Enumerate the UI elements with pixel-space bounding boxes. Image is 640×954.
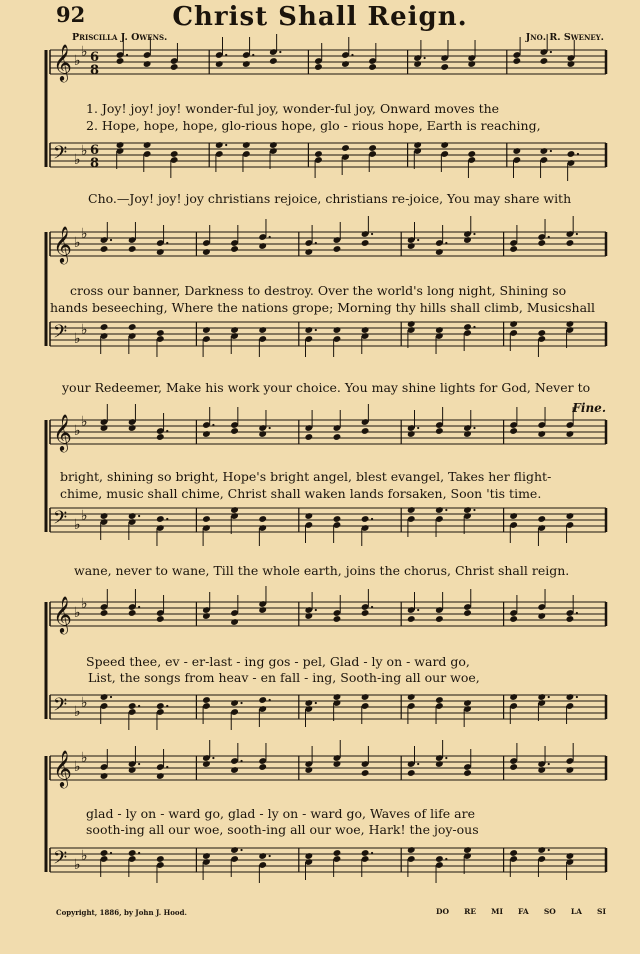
dot bbox=[166, 430, 168, 432]
notehead bbox=[407, 320, 416, 328]
time-signature: 8 bbox=[90, 63, 100, 78]
flat-sign: ♭ bbox=[81, 414, 88, 430]
dot bbox=[371, 518, 373, 520]
chorus-line: wane, never to wane, Till the whole earth, joins the chorus, Christ shall reign. bbox=[74, 563, 570, 578]
notehead bbox=[128, 609, 137, 617]
flat-sign: ♭ bbox=[81, 848, 88, 864]
notehead bbox=[170, 63, 179, 71]
dot bbox=[473, 427, 475, 429]
dot bbox=[473, 326, 475, 328]
notehead bbox=[509, 615, 518, 623]
notehead bbox=[440, 63, 449, 71]
notehead bbox=[156, 515, 165, 523]
lyric-line: 1. Joy! joy! joy! wonder-ful joy, wonder-ful joy, Onward moves the bbox=[86, 101, 500, 116]
notehead bbox=[566, 239, 575, 247]
dot bbox=[371, 233, 373, 235]
notehead bbox=[537, 515, 546, 523]
notehead bbox=[413, 141, 422, 149]
page-number: 92 bbox=[56, 2, 86, 27]
dot bbox=[548, 763, 550, 765]
notehead bbox=[202, 696, 211, 704]
treble-clef: 𝄞 bbox=[53, 749, 72, 787]
notehead bbox=[368, 63, 377, 71]
notehead bbox=[116, 141, 125, 149]
notehead bbox=[258, 852, 267, 860]
notehead bbox=[333, 245, 342, 253]
copyright-notice: Copyright, 1886, by John J. Hood. bbox=[56, 908, 187, 917]
dot bbox=[166, 766, 168, 768]
time-signature: 6 bbox=[90, 50, 100, 65]
dot bbox=[110, 852, 112, 854]
notehead bbox=[407, 693, 416, 701]
notehead bbox=[215, 141, 224, 149]
notehead bbox=[156, 855, 165, 863]
notehead bbox=[368, 144, 377, 152]
dot bbox=[473, 233, 475, 235]
notehead bbox=[128, 424, 137, 432]
dot bbox=[550, 150, 552, 152]
notehead bbox=[258, 242, 267, 250]
notehead bbox=[509, 320, 518, 328]
notehead bbox=[156, 702, 165, 710]
notehead bbox=[202, 430, 211, 438]
dot bbox=[548, 236, 550, 238]
dot bbox=[212, 424, 214, 426]
notehead bbox=[463, 769, 472, 777]
dot bbox=[315, 329, 317, 331]
dot bbox=[269, 236, 271, 238]
notehead bbox=[512, 57, 521, 65]
notehead bbox=[361, 693, 370, 701]
notehead bbox=[463, 430, 472, 438]
notehead bbox=[361, 849, 370, 857]
notehead bbox=[333, 693, 342, 701]
dot bbox=[371, 852, 373, 854]
dot bbox=[576, 696, 578, 698]
notehead bbox=[537, 693, 546, 701]
notehead bbox=[230, 506, 239, 514]
notehead bbox=[361, 609, 370, 617]
notehead bbox=[116, 57, 125, 65]
notehead bbox=[361, 769, 370, 777]
notehead bbox=[333, 433, 342, 441]
notehead bbox=[566, 852, 575, 860]
flat-sign: ♭ bbox=[81, 44, 88, 60]
dot bbox=[315, 702, 317, 704]
dot bbox=[138, 515, 140, 517]
notehead bbox=[304, 852, 313, 860]
notehead bbox=[512, 147, 521, 155]
notehead bbox=[128, 766, 137, 774]
lyric-line: cross our banner, Darkness to destroy. Over the world's long night, Shining so bbox=[70, 283, 567, 298]
solfa-fa: FA bbox=[518, 907, 529, 916]
notehead bbox=[100, 323, 109, 331]
notehead bbox=[537, 430, 546, 438]
dot bbox=[110, 239, 112, 241]
notehead bbox=[258, 430, 267, 438]
notehead bbox=[304, 433, 313, 441]
flat-sign: ♭ bbox=[74, 759, 81, 775]
dot bbox=[417, 427, 419, 429]
fine-marking: Fine. bbox=[572, 401, 606, 415]
notehead bbox=[537, 846, 546, 854]
dot bbox=[166, 705, 168, 707]
notehead bbox=[269, 57, 278, 65]
dot bbox=[225, 54, 227, 56]
flat-sign: ♭ bbox=[81, 322, 88, 338]
notehead bbox=[304, 512, 313, 520]
notehead bbox=[537, 766, 546, 774]
notehead bbox=[156, 329, 165, 337]
notehead bbox=[435, 506, 444, 514]
notehead bbox=[566, 430, 575, 438]
flat-sign: ♭ bbox=[81, 596, 88, 612]
notehead bbox=[143, 60, 152, 68]
notehead bbox=[304, 766, 313, 774]
notehead bbox=[540, 147, 549, 155]
notehead bbox=[202, 852, 211, 860]
notehead bbox=[333, 760, 342, 768]
notehead bbox=[435, 248, 444, 256]
notehead bbox=[413, 60, 422, 68]
notehead bbox=[258, 515, 267, 523]
notehead bbox=[509, 512, 518, 520]
flat-sign: ♭ bbox=[81, 226, 88, 242]
treble-clef: 𝄞 bbox=[53, 225, 72, 263]
notehead bbox=[341, 60, 350, 68]
time-signature: 6 bbox=[90, 143, 100, 158]
notehead bbox=[463, 609, 472, 617]
notehead bbox=[407, 769, 416, 777]
notehead bbox=[202, 760, 211, 768]
notehead bbox=[537, 329, 546, 337]
notehead bbox=[435, 615, 444, 623]
flat-sign: ♭ bbox=[81, 508, 88, 524]
notehead bbox=[509, 849, 518, 857]
notehead bbox=[567, 150, 576, 158]
notehead bbox=[202, 248, 211, 256]
notehead bbox=[230, 326, 239, 334]
dot bbox=[417, 763, 419, 765]
notehead bbox=[156, 433, 165, 441]
hymn-title: Christ Shall Reign. bbox=[172, 2, 468, 32]
bass-clef: 𝄢 bbox=[53, 695, 68, 720]
notehead bbox=[100, 245, 109, 253]
notehead bbox=[230, 618, 239, 626]
solfa-la: LA bbox=[570, 907, 582, 916]
notehead bbox=[156, 615, 165, 623]
notehead bbox=[361, 515, 370, 523]
bass-clef: 𝄢 bbox=[53, 508, 68, 533]
notehead bbox=[304, 699, 313, 707]
notehead bbox=[314, 63, 323, 71]
solfa-re: RE bbox=[464, 907, 477, 916]
dot bbox=[166, 518, 168, 520]
notehead bbox=[128, 512, 137, 520]
notehead bbox=[258, 606, 267, 614]
notehead bbox=[202, 612, 211, 620]
notehead bbox=[566, 693, 575, 701]
notehead bbox=[509, 763, 518, 771]
bass-clef: 𝄢 bbox=[53, 143, 68, 168]
solfa-legend bbox=[436, 907, 606, 916]
flat-sign: ♭ bbox=[74, 517, 81, 533]
notehead bbox=[537, 612, 546, 620]
notehead bbox=[100, 849, 109, 857]
notehead bbox=[304, 248, 313, 256]
notehead bbox=[467, 150, 476, 158]
notehead bbox=[361, 427, 370, 435]
notehead bbox=[435, 427, 444, 435]
time-signature: 8 bbox=[90, 156, 100, 171]
lyric-line: bright, shining so bright, Hope's bright angel, blest evangel, Takes her flight- bbox=[60, 469, 552, 484]
notehead bbox=[100, 772, 109, 780]
dot bbox=[417, 609, 419, 611]
notehead bbox=[435, 855, 444, 863]
notehead bbox=[407, 615, 416, 623]
notehead bbox=[230, 766, 239, 774]
solfa-do: DO bbox=[436, 907, 450, 916]
lyric-line: chime, music shall chime, Christ shall waken lands forsaken, Soon 'tis time. bbox=[60, 486, 542, 501]
chorus-line: Cho.—Joy! joy! joy christians rejoice, christians re-joice, You may share with bbox=[88, 191, 572, 206]
notehead bbox=[407, 506, 416, 514]
solfa-mi: MI bbox=[491, 907, 503, 916]
dot bbox=[550, 51, 552, 53]
flat-sign: ♭ bbox=[74, 53, 81, 69]
notehead bbox=[566, 320, 575, 328]
flat-sign: ♭ bbox=[74, 235, 81, 251]
chorus-line: your Redeemer, Make his work your choice. You may shine lights for God, Never to bbox=[62, 380, 591, 395]
notehead bbox=[333, 849, 342, 857]
notehead bbox=[407, 242, 416, 250]
lyric-line: List, the songs from heav - en fall - ing, Sooth-ing all our woe, bbox=[88, 670, 480, 685]
notehead bbox=[156, 248, 165, 256]
notehead bbox=[566, 512, 575, 520]
notehead bbox=[202, 326, 211, 334]
composer-credit: Jno. R. Sweney. bbox=[525, 32, 604, 43]
dot bbox=[315, 609, 317, 611]
dot bbox=[577, 153, 579, 155]
dot bbox=[166, 242, 168, 244]
lyric-line: glad - ly on - ward go, glad - ly on - ward go, Waves of life are bbox=[86, 806, 475, 821]
notehead bbox=[143, 141, 152, 149]
notehead bbox=[463, 699, 472, 707]
notehead bbox=[407, 430, 416, 438]
notehead bbox=[341, 144, 350, 152]
dot bbox=[240, 702, 242, 704]
lyric-line: 2. Hope, hope, hope, glo-rious hope, glo - rious hope, Earth is reaching, bbox=[86, 118, 541, 133]
notehead bbox=[304, 326, 313, 334]
author-credit: Priscilla J. Owens. bbox=[72, 32, 168, 43]
dot bbox=[315, 242, 317, 244]
dot bbox=[138, 763, 140, 765]
notehead bbox=[314, 150, 323, 158]
treble-clef: 𝄞 bbox=[53, 595, 72, 633]
notehead bbox=[540, 57, 549, 65]
dot bbox=[138, 606, 140, 608]
dot bbox=[371, 606, 373, 608]
notehead bbox=[463, 506, 472, 514]
bass-clef: 𝄢 bbox=[53, 848, 68, 873]
notehead bbox=[435, 326, 444, 334]
notehead bbox=[100, 609, 109, 617]
notehead bbox=[440, 141, 449, 149]
notehead bbox=[509, 427, 518, 435]
notehead bbox=[333, 326, 342, 334]
treble-clef: 𝄞 bbox=[53, 413, 72, 451]
dot bbox=[351, 54, 353, 56]
dot bbox=[252, 54, 254, 56]
dot bbox=[445, 858, 447, 860]
dot bbox=[269, 427, 271, 429]
notehead bbox=[100, 512, 109, 520]
flat-sign: ♭ bbox=[81, 750, 88, 766]
notehead bbox=[333, 615, 342, 623]
notehead bbox=[509, 693, 518, 701]
flat-sign: ♭ bbox=[74, 331, 81, 347]
notehead bbox=[215, 60, 224, 68]
notehead bbox=[230, 699, 239, 707]
lyric-line: hands beseeching, Where the nations grope; Morning thy hills shall climb, Musicshall bbox=[50, 300, 596, 315]
dot bbox=[269, 699, 271, 701]
notehead bbox=[230, 846, 239, 854]
notehead bbox=[128, 702, 137, 710]
dot bbox=[424, 57, 426, 59]
flat-sign: ♭ bbox=[74, 704, 81, 720]
dot bbox=[445, 509, 447, 511]
notehead bbox=[435, 696, 444, 704]
notehead bbox=[128, 245, 137, 253]
notehead bbox=[230, 245, 239, 253]
dot bbox=[126, 54, 128, 56]
notehead bbox=[100, 424, 109, 432]
notehead bbox=[537, 239, 546, 247]
dot bbox=[417, 239, 419, 241]
flat-sign: ♭ bbox=[81, 143, 88, 159]
notehead bbox=[509, 245, 518, 253]
treble-clef: 𝄞 bbox=[53, 43, 72, 81]
notehead bbox=[230, 427, 239, 435]
dot bbox=[445, 242, 447, 244]
notehead bbox=[566, 766, 575, 774]
notehead bbox=[566, 615, 575, 623]
notehead bbox=[463, 236, 472, 244]
dot bbox=[548, 849, 550, 851]
notehead bbox=[361, 326, 370, 334]
flat-sign: ♭ bbox=[74, 857, 81, 873]
lyric-line: sooth-ing all our woe, sooth-ing all our woe, Hark! the joy-ous bbox=[86, 822, 479, 837]
notehead bbox=[128, 849, 137, 857]
dot bbox=[576, 612, 578, 614]
notehead bbox=[242, 60, 251, 68]
solfa-so: SO bbox=[543, 907, 556, 916]
notehead bbox=[467, 60, 476, 68]
dot bbox=[576, 233, 578, 235]
notehead bbox=[258, 326, 267, 334]
notehead bbox=[100, 693, 109, 701]
notehead bbox=[202, 515, 211, 523]
notehead bbox=[269, 141, 278, 149]
dot bbox=[240, 760, 242, 762]
dot bbox=[445, 757, 447, 759]
solfa-si: SI bbox=[597, 907, 606, 916]
dot bbox=[240, 849, 242, 851]
notehead bbox=[463, 323, 472, 331]
lyric-line: Speed thee, ev - er-last - ing gos - pel, Glad - ly on - ward go, bbox=[86, 654, 470, 669]
dot bbox=[279, 51, 281, 53]
flat-sign: ♭ bbox=[74, 423, 81, 439]
notehead bbox=[258, 696, 267, 704]
notehead bbox=[170, 150, 179, 158]
dot bbox=[548, 696, 550, 698]
dot bbox=[473, 509, 475, 511]
notehead bbox=[333, 515, 342, 523]
notehead bbox=[361, 239, 370, 247]
flat-sign: ♭ bbox=[74, 605, 81, 621]
notehead bbox=[242, 141, 251, 149]
dot bbox=[138, 705, 140, 707]
notehead bbox=[156, 772, 165, 780]
dot bbox=[110, 696, 112, 698]
notehead bbox=[304, 612, 313, 620]
notehead bbox=[463, 846, 472, 854]
dot bbox=[269, 855, 271, 857]
notehead bbox=[407, 846, 416, 854]
notehead bbox=[258, 763, 267, 771]
notehead bbox=[128, 323, 137, 331]
flat-sign: ♭ bbox=[81, 695, 88, 711]
notehead bbox=[567, 60, 576, 68]
dot bbox=[138, 852, 140, 854]
flat-sign: ♭ bbox=[74, 152, 81, 168]
dot bbox=[225, 144, 227, 146]
bass-clef: 𝄢 bbox=[53, 322, 68, 347]
notehead bbox=[435, 760, 444, 768]
dot bbox=[212, 757, 214, 759]
